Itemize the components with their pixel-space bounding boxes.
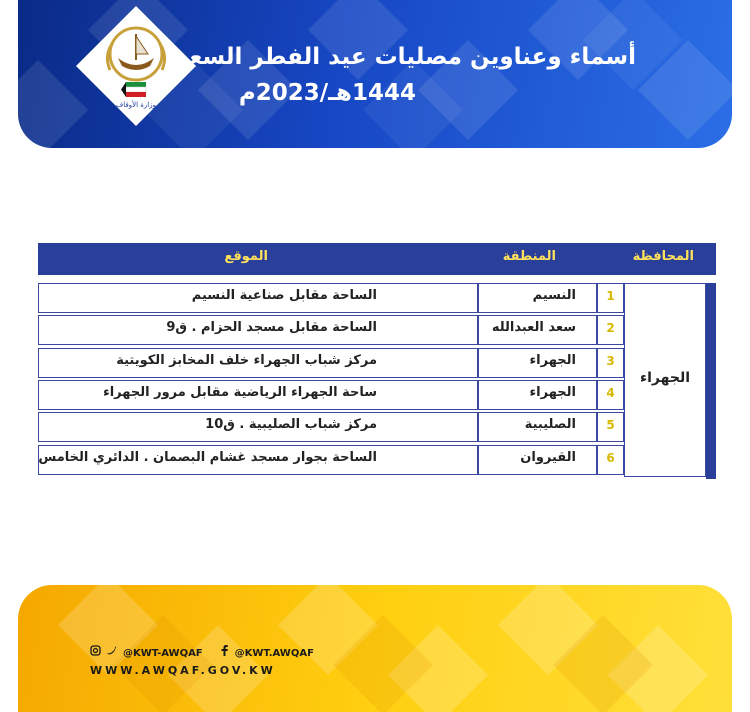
location-text: مركز شباب الصليبية . ق10 <box>205 417 377 432</box>
social-handle-instagram-twitter[interactable] <box>90 648 206 659</box>
location-text: الساحة مقابل مسجد الحزام . ق9 <box>166 320 377 335</box>
area-cell <box>478 412 597 442</box>
area-text: سعد العبدالله <box>491 320 576 335</box>
page-subtitle-year: 1444هـ/2023م <box>238 80 416 106</box>
row-number: 3 <box>606 354 615 368</box>
location-cell <box>38 315 478 345</box>
governorate-cell <box>624 283 706 477</box>
instagram-icon[interactable] <box>90 645 101 656</box>
location-cell <box>38 412 478 442</box>
svg-text:وزارة الأوقاف: وزارة الأوقاف <box>115 101 157 109</box>
location-cell <box>38 283 478 313</box>
row-number-cell <box>597 315 624 345</box>
row-number: 4 <box>606 386 615 400</box>
governorate-accent-bar <box>706 283 716 479</box>
social-handle-b: @KWT.AWQAF <box>234 648 314 659</box>
row-number-cell <box>597 445 624 475</box>
area-text: الصليبية <box>524 417 576 432</box>
footer-banner <box>18 585 732 712</box>
area-cell <box>478 380 597 410</box>
row-number: 2 <box>606 321 615 335</box>
location-cell <box>38 445 478 475</box>
row-number-cell <box>597 412 624 442</box>
facebook-icon[interactable] <box>220 645 229 656</box>
area-cell <box>478 348 597 378</box>
location-cell <box>38 348 478 378</box>
row-number-cell <box>597 283 624 313</box>
row-number-cell <box>597 380 624 410</box>
header-banner <box>18 0 732 148</box>
area-text: القيروان <box>520 450 576 465</box>
row-number: 1 <box>606 289 615 303</box>
location-text: مركز شباب الجهراء خلف المخابز الكويتية <box>116 353 377 368</box>
row-number: 6 <box>606 451 615 465</box>
row-number-cell <box>597 348 624 378</box>
social-handles <box>90 645 328 659</box>
location-text: الساحة مقابل صناعية النسيم <box>191 288 377 303</box>
area-cell <box>478 315 597 345</box>
website-link[interactable]: WWW.AWQAF.GOV.KW <box>90 664 276 677</box>
area-text: الجهراء <box>529 385 576 400</box>
header-location: الموقع <box>224 249 268 264</box>
page-title: أسماء وعناوين مصليات عيد الفطر السعيد <box>166 44 636 70</box>
area-text: الجهراء <box>529 353 576 368</box>
social-handle-a: @KWT-AWQAF <box>122 648 203 659</box>
location-cell <box>38 380 478 410</box>
governorate-label: الجهراء <box>639 370 691 386</box>
area-cell <box>478 445 597 475</box>
social-handle-facebook[interactable] <box>220 648 314 659</box>
area-cell <box>478 283 597 313</box>
header-area: المنطقة <box>502 249 556 264</box>
row-number: 5 <box>606 418 615 432</box>
area-text: النسيم <box>532 288 576 303</box>
location-text: ساحة الجهراء الرياضية مقابل مرور الجهراء <box>103 385 377 400</box>
twitter-icon[interactable] <box>106 645 117 656</box>
location-text: الساحة بجوار مسجد غشام البصمان . الدائري الخامس <box>38 450 377 465</box>
header-governorate: المحافظة <box>632 249 694 264</box>
table-header <box>38 243 716 275</box>
